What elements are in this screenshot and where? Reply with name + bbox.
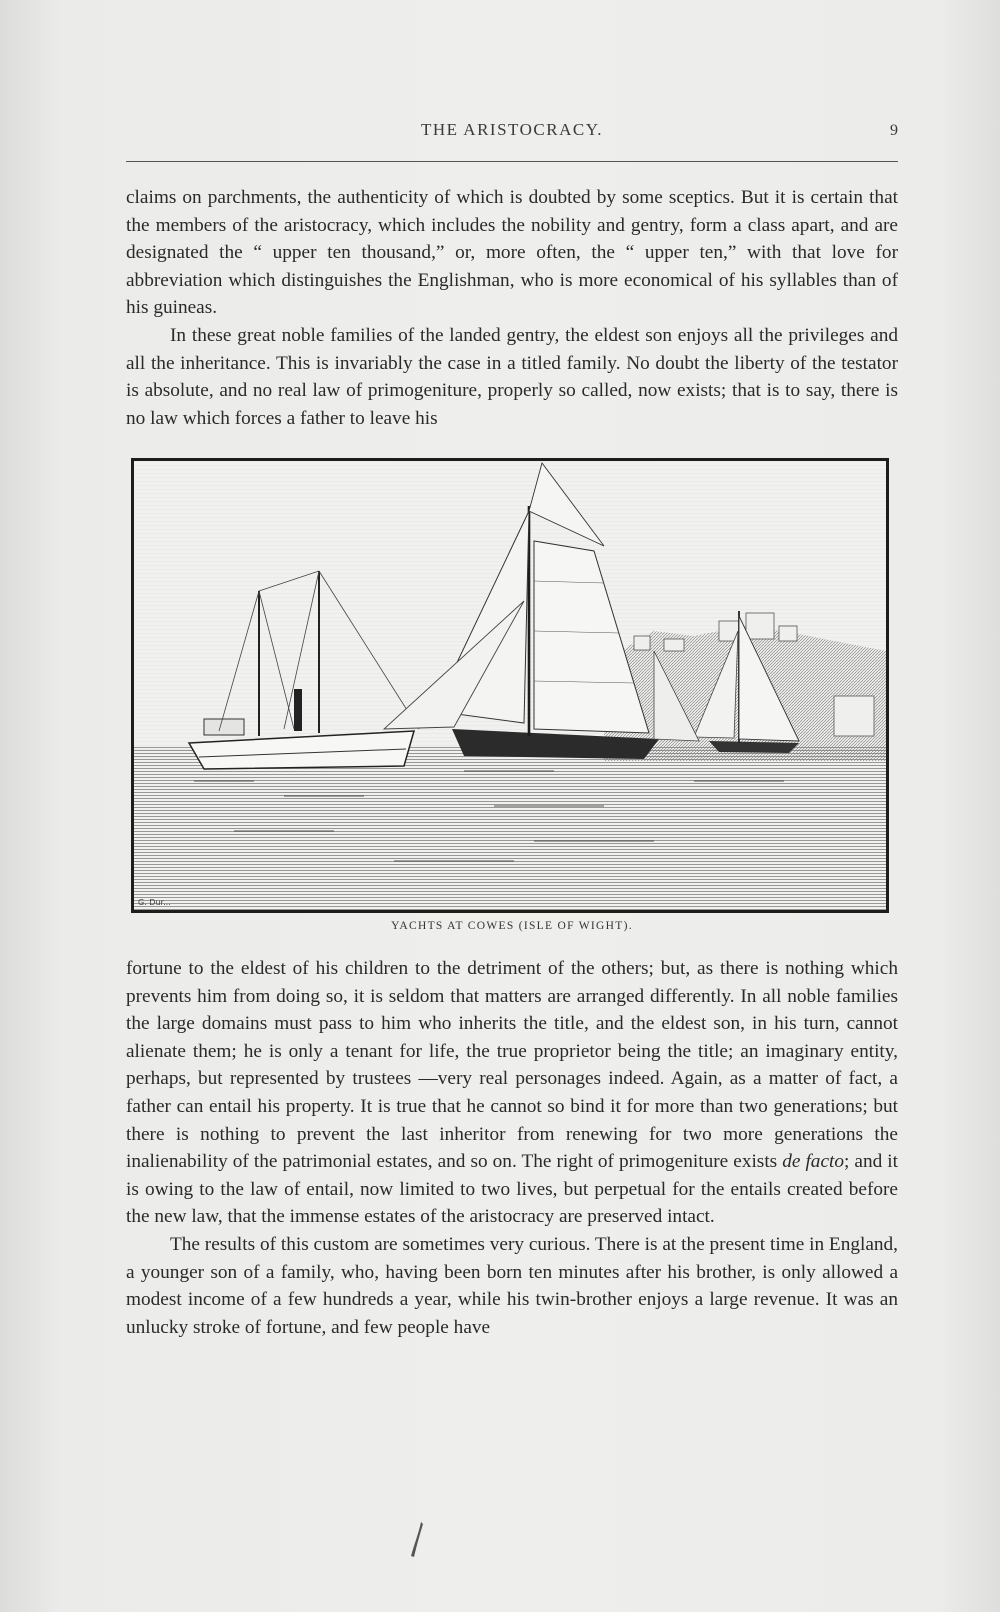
- page-number: 9: [890, 122, 898, 139]
- illustration-caption: YACHTS AT COWES (ISLE OF WIGHT).: [391, 920, 633, 932]
- engraving-yachts-at-cowes: [131, 458, 889, 913]
- paragraph-entail-text-b: ; and it is owing to the law of entail, now limited to two lives, but perpetual for the entails created before the new law, that the immense estates of the aristocracy are preserved intact.: [126, 1151, 898, 1228]
- paragraph-primogeniture: In these great noble families of the landed gentry, the eldest son enjoys all the privileges and all the inheritance. This is invariably the case in a titled family. No doubt the liberty of the testator is absolute, and no real law of primogeniture, properly so called, now exists; that is to say, there is no law which forces a father to leave his: [126, 324, 898, 429]
- paragraph-results: The results of this custom are sometimes very curious. There is at the present time in England, a younger son of a family, who, having been born ten minutes after his brother, is only allowed a modest income of a few hundreds a year, while his twin-brother enjoys a large revenue. It was an unlucky stroke of fortune, and few people have: [126, 1233, 898, 1338]
- text-block-bottom: [126, 955, 898, 1341]
- engraver-signature: G. Dur...: [138, 898, 171, 907]
- pen-mark-icon: [405, 1520, 427, 1560]
- paragraph-continuation: claims on parchments, the authenticity of which is doubted by some sceptics. But it is certain that the members of the aristocracy, which includes the nobility and gentry, form a class apart, and are designated the “ upper ten thousand,” or, more often, the “ upper ten,” with that love for abbreviation which distinguishes the Englishman, who is more economical of his syllables than of his guineas.: [126, 187, 898, 319]
- header-rule: [126, 161, 898, 162]
- running-title: THE ARISTOCRACY.: [420, 120, 604, 139]
- running-head: [126, 120, 898, 150]
- engraving-drawing: [134, 461, 886, 910]
- paragraph-entail: [126, 955, 898, 1231]
- paragraph-entail-text-a: fortune to the eldest of his children to the detriment of the others; but, as there is nothing which prevents him from doing so, it is seldom that matters are arranged differently. In all noble families the large domains must pass to him who inherits the title, and the eldest son, in his turn, cannot alienate them; he is only a tenant for life, the true proprietor being the title; an imaginary entity, perhaps, but represented by trustees —very real personages indeed. Again, as a matter of fact, a father can entail his property. It is true that he cannot so bind it for more than two generations; but there is nothing to prevent the last inheritor from renewing for two more generations the inalienability of the patrimonial estates, and so on. The right of primogeniture exists: [126, 958, 898, 1173]
- text-block-top: [126, 184, 898, 432]
- italic-de-facto: de facto: [782, 1151, 845, 1173]
